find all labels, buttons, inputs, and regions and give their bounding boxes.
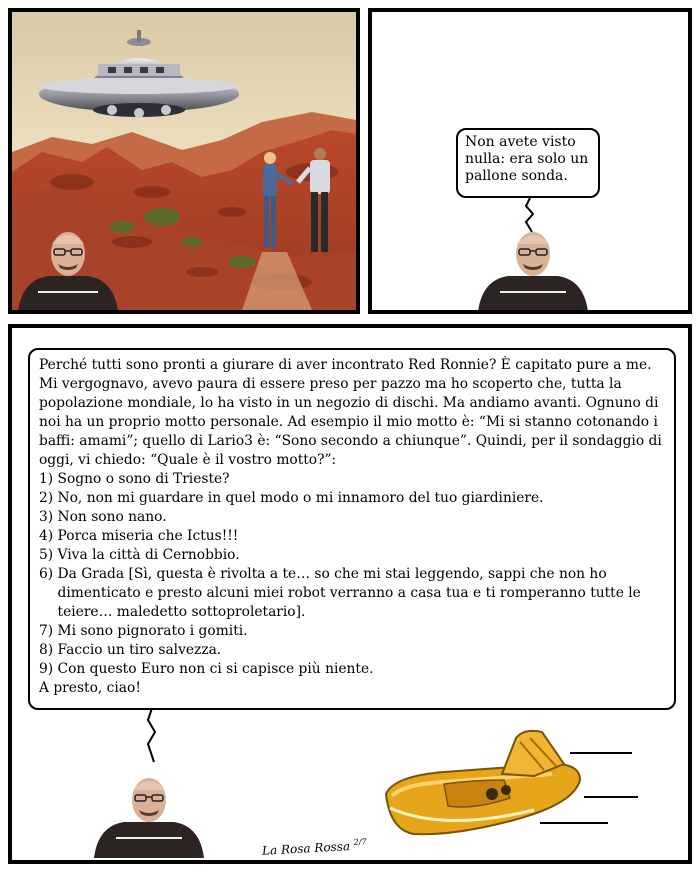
motto-number: 9) — [39, 661, 58, 677]
motto-number: 5) — [39, 547, 58, 563]
motto-item — [39, 622, 665, 641]
panel-weather-balloon — [368, 8, 692, 314]
speech-bubble-balloon — [456, 128, 600, 198]
motto-text: Porca miseria che Ictus!!! — [57, 528, 239, 544]
panel-motto-survey — [8, 324, 692, 864]
motto-text: No, non mi guardare in quel modo o mi innamoro del tuo giardiniere. — [57, 490, 544, 506]
motto-text: Sogno o sono di Trieste? — [57, 471, 230, 487]
pedal-boat-illustration — [384, 724, 584, 844]
ufo-landscape-illustration — [12, 12, 356, 310]
motto-text: Con questo Euro non ci si capisce più niente. — [57, 661, 374, 677]
motto-item — [39, 641, 665, 660]
motto-item — [39, 546, 665, 565]
speed-line — [584, 796, 638, 798]
panel-ufo-scene — [8, 8, 360, 314]
motto-number: 2) — [39, 490, 58, 506]
motto-number: 8) — [39, 642, 58, 658]
speech-bubble-survey — [28, 348, 676, 710]
motto-text: Da Grada [Sì, questa è rivolta a te… so che mi stai leggendo, sappi che non ho dimenticato e presto alcuni miei robot verranno a casa tua e ti romperanno tutte le teiere… maledetto sottoproletario]. — [57, 566, 641, 620]
speed-line — [540, 822, 608, 824]
motto-item — [39, 470, 665, 489]
narrator-avatar — [478, 222, 588, 314]
signature-number: 2/7 — [353, 837, 367, 847]
artist-signature — [262, 837, 367, 857]
motto-text: Faccio un tiro salvezza. — [57, 642, 222, 658]
motto-number: 6) — [39, 566, 58, 582]
motto-text: Mi sono pignorato i gomiti. — [57, 623, 248, 639]
motto-number: 1) — [39, 471, 58, 487]
motto-item — [39, 527, 665, 546]
speech-text: Non avete visto nulla: era solo un pallone sonda. — [465, 134, 589, 184]
motto-number: 4) — [39, 528, 58, 544]
motto-item — [39, 565, 665, 622]
motto-list — [39, 470, 665, 679]
motto-number: 3) — [39, 509, 58, 525]
motto-item — [39, 489, 665, 508]
signature-text: La Rosa Rossa — [261, 839, 351, 858]
intro-paragraph: Perché tutti sono pronti a giurare di aver incontrato Red Ronnie? È capitato pure a me. Mi vergognavo, avevo paura di essere preso per pazzo ma ho scoperto che, tutta la popolazione mondiale, lo ha visto in un negozio di dischi. Ma andiamo avanti. Ognuno di noi ha un proprio motto personale. Ad esempio il mio motto è: “Mi si stanno cotonando i baffi: amami”; quello di Lario3 è: “Sono secondo a chiunque”. Quindi, per il sondaggio di oggi, vi chiedo: “Quale è il vostro motto?”: — [39, 357, 662, 468]
motto-text: Non sono nano. — [57, 509, 167, 525]
narrator-avatar — [94, 768, 204, 860]
motto-text: Viva la città di Cernobbio. — [57, 547, 240, 563]
motto-item — [39, 660, 665, 679]
motto-number: 7) — [39, 623, 58, 639]
motto-item — [39, 508, 665, 527]
speed-line — [570, 752, 632, 754]
closing-text: A presto, ciao! — [39, 680, 141, 696]
speech-tail — [142, 708, 162, 764]
